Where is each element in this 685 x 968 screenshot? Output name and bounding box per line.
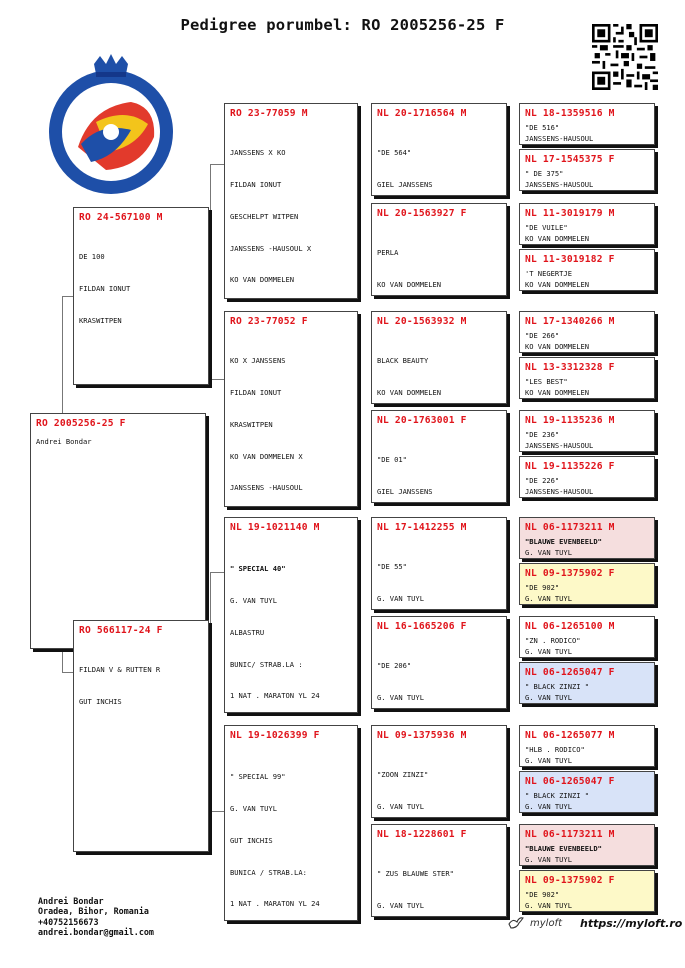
bird-info-line: KO VAN DOMMELEN	[525, 387, 590, 397]
ring-number: NL 11-3019179 M	[525, 208, 615, 219]
bird-info-line: "LES BEST"	[525, 377, 568, 386]
ring-number: NL 19-1021140 M	[230, 522, 320, 533]
bird-info-line: JANSSENS-HAUSOUL	[525, 440, 594, 450]
ring-number: NL 20-1563927 F	[377, 208, 467, 219]
bird-info-line: 'T NEGERTJE	[525, 269, 572, 278]
bird-info-line: "DE 516"	[525, 123, 560, 132]
bird-info-line	[525, 352, 649, 353]
bird-info-line: "ZN . RODICO"	[525, 636, 581, 645]
ring-number: NL 20-1763001 F	[377, 415, 467, 426]
ring-number: NL 20-1563932 M	[377, 316, 467, 327]
bird-info-line: G. VAN TUYL	[525, 593, 572, 603]
grandparent-card[interactable]	[224, 725, 358, 921]
ring-number: NL 19-1135236 M	[525, 415, 615, 426]
bird-info-line: G. VAN TUYL	[377, 801, 424, 811]
bird-info-line	[525, 497, 649, 498]
bird-info-line	[525, 398, 649, 399]
ring-number: NL 17-1545375 F	[525, 154, 615, 165]
brand-link[interactable]: https://myloft.ro	[580, 916, 683, 930]
ggg-card[interactable]	[519, 410, 655, 452]
ggg-card[interactable]	[519, 357, 655, 399]
ggg-card[interactable]	[519, 456, 655, 498]
ggg-card[interactable]	[519, 311, 655, 353]
ring-number: NL 18-1359516 M	[525, 108, 615, 119]
contact-info	[38, 896, 154, 938]
great-grandparent-card[interactable]	[371, 203, 507, 296]
bird-info-line: GUT INCHIS	[230, 835, 273, 845]
bird-info-line: KO VAN DOMMELEN	[377, 279, 442, 289]
bird-info-line: KO VAN DOMMELEN	[377, 387, 442, 397]
ring-number: NL 19-1135226 F	[525, 461, 615, 472]
bird-info-line: "BLAUWE EVENBEELD"	[525, 537, 602, 546]
ring-number: NL 17-1412255 M	[377, 522, 467, 533]
bird-info-line: PERLA	[377, 248, 399, 258]
bird-info-line: BUNIC/ STRAB.LA :	[230, 659, 303, 669]
bird-info-line: FILDAN IONUT	[79, 283, 131, 293]
grandparent-card[interactable]	[224, 103, 358, 299]
bird-info-line: "BLAUWE EVENBEELD"	[525, 844, 602, 853]
bird-info-line: JANSSENS -HAUSOUL X	[230, 243, 312, 253]
bird-info-line: " SPECIAL 99"	[230, 772, 286, 782]
bird-info-line: 1 NAT . MARATON YL 24	[230, 691, 320, 701]
ggg-card[interactable]	[519, 149, 655, 191]
bird-info-line: G. VAN TUYL	[525, 755, 572, 765]
subject-card[interactable]	[30, 413, 206, 649]
bird-info-line: "DE 564"	[377, 148, 412, 158]
bird-info-line: "DE 55"	[377, 562, 407, 572]
contact-name: Andrei Bondar	[38, 896, 104, 906]
bird-info-line: ALBASTRU	[230, 627, 265, 637]
brand-footer	[508, 916, 682, 930]
bird-info-line: JANSSENS X KO	[230, 148, 286, 158]
bird-info-line: JANSSENS -HAUSOUL	[230, 483, 303, 493]
ring-number: RO 2005256-25 F	[36, 418, 126, 429]
bird-info-line: KRASWITPEN	[230, 419, 273, 429]
ggg-card[interactable]	[519, 870, 655, 912]
bird-info-line	[525, 190, 649, 191]
ring-number: NL 09-1375902 F	[525, 875, 615, 886]
ring-number: RO 23-77059 M	[230, 108, 308, 119]
bird-info-line: 1 NAT . MARATON YL 24	[230, 899, 320, 909]
bird-info-line: G. VAN TUYL	[377, 692, 424, 702]
great-grandparent-card[interactable]	[371, 824, 507, 917]
ring-number: NL 09-1375936 M	[377, 730, 467, 741]
bird-info-line: KO X JANSSENS	[230, 356, 286, 366]
bird-info-line	[525, 558, 649, 559]
bird-info-line: FILDAN IONUT	[230, 179, 282, 189]
bird-info-line: " DE 375"	[525, 169, 564, 178]
bird-info-line: "DE VUILE"	[525, 223, 568, 232]
bird-info-line: "DE 206"	[377, 661, 412, 671]
bird-info-line: GIEL JANSSENS	[377, 486, 433, 496]
bird-info-line: DE 100	[79, 252, 105, 262]
ggg-card[interactable]	[519, 616, 655, 658]
bird-info-line	[525, 290, 649, 291]
bird-info-line: "DE 236"	[525, 430, 560, 439]
ring-number: NL 06-1265077 M	[525, 730, 615, 741]
great-grandparent-card[interactable]	[371, 410, 507, 503]
contact-phone: +40752156673	[38, 916, 99, 927]
bird-info-line: "DE 902"	[525, 583, 560, 592]
ring-number: NL 20-1716564 M	[377, 108, 467, 119]
bird-info-line: " SPECIAL 40"	[230, 564, 286, 574]
great-grandparent-card[interactable]	[371, 311, 507, 404]
bird-info-line: " ZUS BLAUWE STER"	[377, 869, 454, 879]
ring-number: RO 24-567100 M	[79, 212, 163, 223]
bird-info-line	[525, 604, 649, 605]
bird-info-line	[525, 144, 649, 145]
bird-info-line: KO VAN DOMMELEN	[525, 233, 590, 243]
bird-info-line	[525, 911, 649, 912]
bird-info-line: GESCHELPT WITPEN	[230, 211, 299, 221]
ring-number: NL 06-1265047 F	[525, 776, 615, 787]
ggg-card[interactable]	[519, 203, 655, 245]
bird-info-line: "HLB . RODICO"	[525, 745, 585, 754]
bird-info-line: G. VAN TUYL	[377, 593, 424, 603]
bird-info-line	[525, 865, 649, 866]
grandparent-card[interactable]	[224, 517, 358, 713]
bird-info-line: FILDAN IONUT	[230, 387, 282, 397]
pigeon-icon	[508, 916, 524, 930]
ring-number: NL 11-3019182 F	[525, 254, 615, 265]
great-grandparent-card[interactable]	[371, 616, 507, 709]
bird-info-line: GIEL JANSSENS	[377, 179, 433, 189]
ring-number: NL 17-1340266 M	[525, 316, 615, 327]
brand-name: myloft	[530, 917, 562, 929]
bird-info-line: JANSSENS-HAUSOUL	[525, 179, 594, 189]
bird-info-line: BLACK BEAUTY	[377, 356, 429, 366]
great-grandparent-card[interactable]	[371, 517, 507, 610]
bird-info-line: G. VAN TUYL	[230, 803, 277, 813]
bird-info-line: KO VAN DOMMELEN	[230, 275, 295, 285]
qr-code-icon	[592, 24, 658, 90]
dam-card[interactable]	[73, 620, 209, 852]
club-logo-icon	[36, 52, 186, 202]
bird-info-line: FILDAN V & RUTTEN R	[79, 665, 161, 675]
bird-info-line: KO VAN DOMMELEN X	[230, 451, 303, 461]
bird-info-line: G. VAN TUYL	[525, 854, 572, 864]
ring-number: NL 09-1375902 F	[525, 568, 615, 579]
bird-info-line: KRASWITPEN	[79, 315, 122, 325]
bird-info-line: " BLACK ZINZI "	[525, 791, 590, 800]
ggg-card[interactable]	[519, 662, 655, 704]
ring-number: NL 16-1665206 F	[377, 621, 467, 632]
bird-info-line: "ZOON ZINZI"	[377, 770, 429, 780]
bird-info-line: G. VAN TUYL	[525, 692, 572, 702]
bird-info-line: JANSSENS-HAUSOUL	[525, 133, 594, 143]
bird-info-line: GUT INCHIS	[79, 696, 122, 706]
contact-address: Oradea, Bihor, Romania	[38, 906, 149, 917]
ring-number: NL 06-1265047 F	[525, 667, 615, 678]
page-title: Pedigree porumbel: RO 2005256-25 F	[180, 16, 505, 34]
bird-info-line: "DE 226"	[525, 476, 560, 485]
ring-number: NL 18-1228601 F	[377, 829, 467, 840]
ggg-card[interactable]	[519, 771, 655, 813]
ggg-card[interactable]	[519, 249, 655, 291]
ggg-card[interactable]	[519, 824, 655, 866]
ring-number: NL 13-3312328 F	[525, 362, 615, 373]
great-grandparent-card[interactable]	[371, 725, 507, 818]
ggg-card[interactable]	[519, 103, 655, 145]
bird-info-line: "DE 902"	[525, 890, 560, 899]
bird-info-line: G. VAN TUYL	[525, 801, 572, 811]
bird-info-line: " BLACK ZINZI "	[525, 682, 590, 691]
ring-number: NL 06-1173211 M	[525, 522, 615, 533]
bird-info-line: "DE 01"	[377, 455, 407, 465]
grandparent-card[interactable]	[224, 311, 358, 507]
ring-number: RO 566117-24 F	[79, 625, 163, 636]
bird-info-line: G. VAN TUYL	[230, 595, 277, 605]
sire-card[interactable]	[73, 207, 209, 385]
contact-email[interactable]: andrei.bondar@gmail.com	[38, 927, 154, 938]
owner-name: Andrei Bondar	[36, 437, 92, 446]
bird-info-line: "DE 266"	[525, 331, 560, 340]
ggg-card[interactable]	[519, 563, 655, 605]
bird-info-line: KO VAN DOMMELEN	[525, 341, 590, 351]
bird-info-line: G. VAN TUYL	[377, 900, 424, 910]
bird-info-line	[525, 244, 649, 245]
bird-info-line: G. VAN TUYL	[525, 646, 572, 656]
bird-info-line: G. VAN TUYL	[525, 547, 572, 557]
bird-info-line: KO VAN DOMMELEN	[525, 279, 590, 289]
great-grandparent-card[interactable]	[371, 103, 507, 196]
ring-number: NL 06-1173211 M	[525, 829, 615, 840]
bird-info-line: JANSSENS-HAUSOUL	[525, 486, 594, 496]
ring-number: RO 23-77052 F	[230, 316, 308, 327]
ring-number: NL 19-1026399 F	[230, 730, 320, 741]
bird-info-line: G. VAN TUYL	[525, 900, 572, 910]
ggg-card[interactable]	[519, 725, 655, 767]
ring-number: NL 06-1265100 M	[525, 621, 615, 632]
ggg-card[interactable]	[519, 517, 655, 559]
bird-info-line: BUNICA / STRAB.LA:	[230, 867, 307, 877]
bird-info-line	[525, 451, 649, 452]
